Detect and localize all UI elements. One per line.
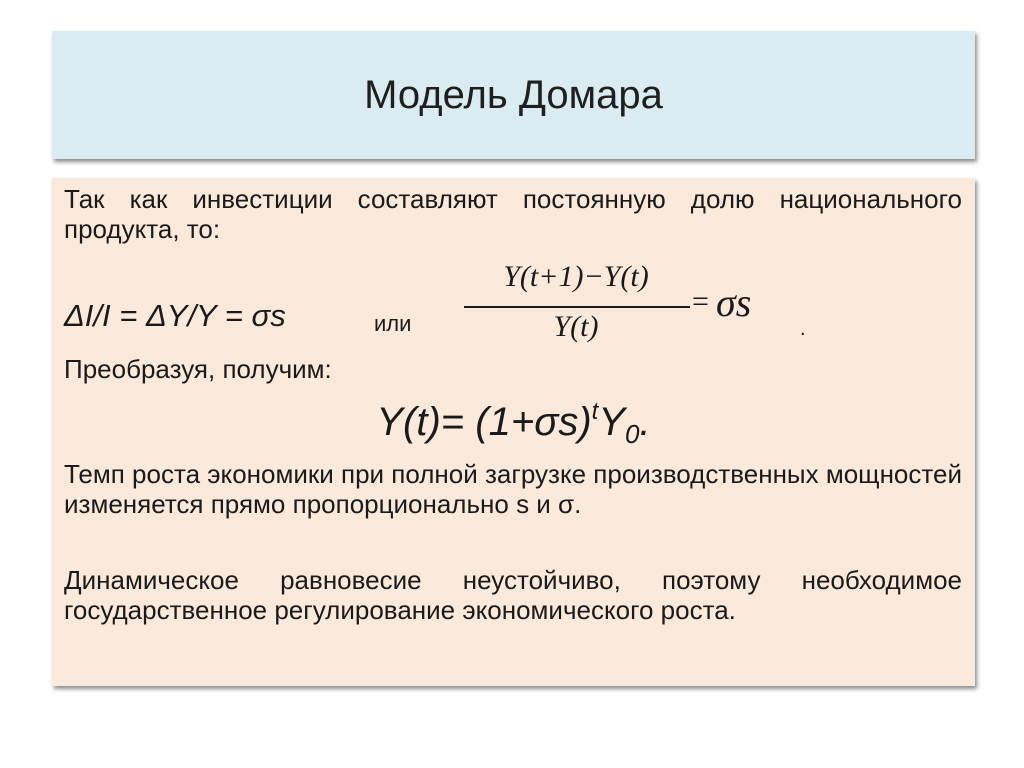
growth-formula-base: Y(t)= (1+σs): [376, 400, 592, 444]
equilibrium-paragraph: Динамическое равновесие неустойчиво, поэтому необходимое государственное регулирование экономического роста.: [64, 565, 962, 625]
fraction-rhs: σs: [716, 280, 752, 325]
slide-title: Модель Домара: [364, 72, 663, 117]
relative-growth-formula: ΔI/I = ΔY/Y = σs: [64, 298, 286, 333]
fraction-numerator: Y(t+1)−Y(t): [503, 260, 649, 293]
tempo-paragraph: Темп роста экономики при полной загрузке производственных мощностей изменяется прямо пропорционально s и σ.: [64, 459, 962, 519]
growth-rate-fraction: [462, 260, 762, 355]
content-panel: [52, 178, 975, 686]
period-dot: .: [800, 318, 806, 340]
growth-formula: [52, 398, 975, 450]
intro-paragraph: Так как инвестиции составляют постоянную долю национального продукта, то:: [64, 184, 962, 244]
title-panel: [52, 31, 975, 159]
transform-paragraph: Преобразуя, получим:: [64, 354, 332, 384]
growth-formula-end: .: [639, 400, 651, 444]
fraction-equals: =: [692, 285, 709, 318]
fraction-bar: [464, 306, 690, 308]
fraction-denominator: Y(t): [553, 310, 599, 343]
growth-formula-exponent: t: [591, 398, 599, 425]
growth-formula-y: Y: [598, 400, 626, 444]
growth-formula-subscript: 0: [625, 419, 640, 449]
or-word: или: [374, 311, 412, 336]
